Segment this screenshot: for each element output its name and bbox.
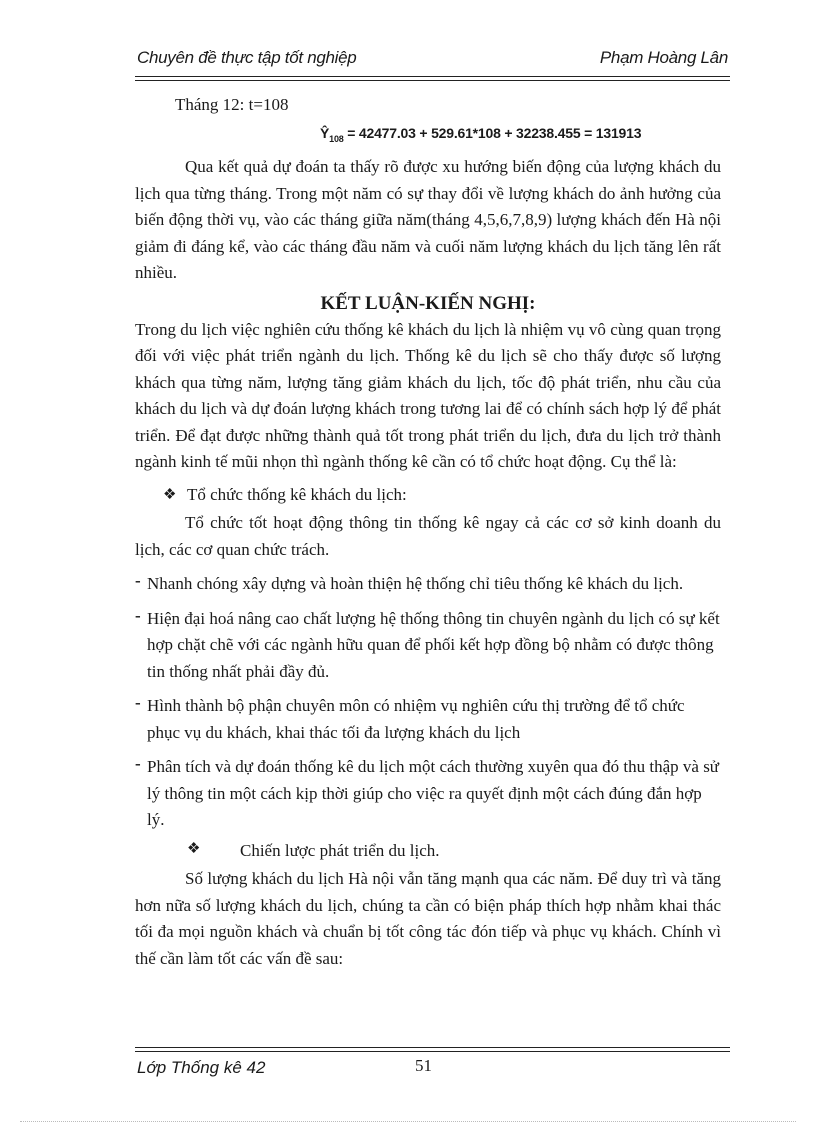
dash-item-text: Nhanh chóng xây dựng và hoàn thiện hệ thống chỉ tiêu thống kê khách du lịch. (147, 574, 684, 594)
footer-rule-top (135, 1047, 730, 1048)
dash-item-text: Hình thành bộ phận chuyên môn có nhiệm vụ nghiên cứu thị trường để tổ chức phục vụ du khách, khai thác tối đa lượng khách du lịch (147, 696, 685, 742)
diamond-bullet-icon: ❖ (163, 486, 177, 503)
dash-item (135, 754, 721, 834)
page-edge-dotted (20, 1121, 796, 1122)
header-rule-top (135, 76, 730, 77)
diamond-bullet-icon: ❖ (187, 840, 201, 857)
bullet-item-strategy (135, 838, 721, 865)
month-line: Tháng 12: t=108 (175, 95, 289, 114)
bullet-text: Chiến lược phát triển du lịch. (240, 840, 440, 860)
dash-bullet-icon: - (135, 754, 141, 774)
dash-item (135, 693, 721, 746)
header-author: Phạm Hoàng Lân (599, 48, 728, 67)
bullet-text: Tổ chức thống kê khách du lịch: (187, 484, 407, 504)
forecast-formula (135, 121, 721, 151)
paragraph-forecast-result: Qua kết quả dự đoán ta thấy rõ được xu hướng biến động của lượng khách du lịch qua từng tháng. Trong một năm có sự thay đổi về lượng khách do ảnh hưởng của biến động thời vụ, vào các tháng giữa năm(tháng 4,5,6,7,8,9) lượng khách đến Hà nội giảm đi đáng kể, vào các tháng đầu năm và cuối năm lượng khách du lịch tăng lên rất nhiều. (135, 157, 721, 283)
header-rule-bottom (135, 80, 730, 81)
formula-rhs: = 42477.03 + 529.61*108 + 32238.455 = 131913 (343, 124, 642, 141)
bullet-item-statistics (135, 482, 721, 509)
page-number: 51 (415, 1056, 432, 1075)
header-title: Chuyên đề thực tập tốt nghiệp (137, 48, 357, 67)
paragraph-organization: Tổ chức tốt hoạt động thông tin thống kê ngay cả các cơ sở kinh doanh du lịch, các cơ quan chức trách. (135, 513, 721, 559)
dash-item-text: Hiện đại hoá nâng cao chất lượng hệ thống thông tin chuyên ngành du lịch có sự kết hợp chặt chẽ với các ngành hữu quan để phối kết hợp đồng bộ nhằm có được thông tin thống nhất phải đầy đủ. (147, 608, 720, 681)
dash-bullet-icon: - (135, 693, 141, 713)
dash-item (135, 606, 721, 686)
page-body (135, 92, 721, 972)
paragraph-conclusion: Trong du lịch việc nghiên cứu thống kê khách du lịch là nhiệm vụ vô cùng quan trọng đối với việc phát triển ngành du lịch. Thống kê du lịch sẽ cho thấy được số lượng khách qua từng năm, lượng tăng giảm khách du lịch, tốc độ phát triển, nhu cầu của khách du lịch và dự đoán lượng khách trong tương lai để có chính sách hợp lý để phát triển. Để đạt được những thành quả tốt trong phát triển du lịch, đưa du lịch trở thành ngành kinh tế mũi nhọn thì ngành thống kê cần có tổ chức hoạt động. Cụ thể là: (135, 319, 721, 472)
paragraph-strategy: Số lượng khách du lịch Hà nội vẫn tăng mạnh qua các năm. Để duy trì và tăng hơn nữa số lượng khách du lịch, chúng ta cần có biện pháp thích hợp nhằm khai thác tối đa mọi nguồn khách và chuẩn bị tốt công tác đón tiếp và phục vụ khách. Chính vì thế cần làm tốt các vấn đề sau: (135, 869, 721, 968)
dash-bullet-icon: - (135, 571, 141, 591)
section-heading: KẾT LUẬN-KIẾN NGHỊ: (320, 292, 536, 314)
footer-class-label: Lớp Thống kê 42 (137, 1058, 266, 1077)
formula-subscript: 108 (329, 133, 344, 144)
dash-item-text: Phân tích và dự đoán thống kê du lịch một cách thường xuyên qua đó thu thập và sử lý thông tin một cách kịp thời giúp cho việc ra quyết định một cách đúng đắn hợp lý. (147, 757, 720, 830)
dash-item (135, 571, 721, 598)
page-header (135, 48, 730, 78)
dash-bullet-icon: - (135, 605, 141, 625)
formula-lhs: Ŷ (320, 124, 330, 141)
footer-rule-bottom (135, 1051, 730, 1052)
